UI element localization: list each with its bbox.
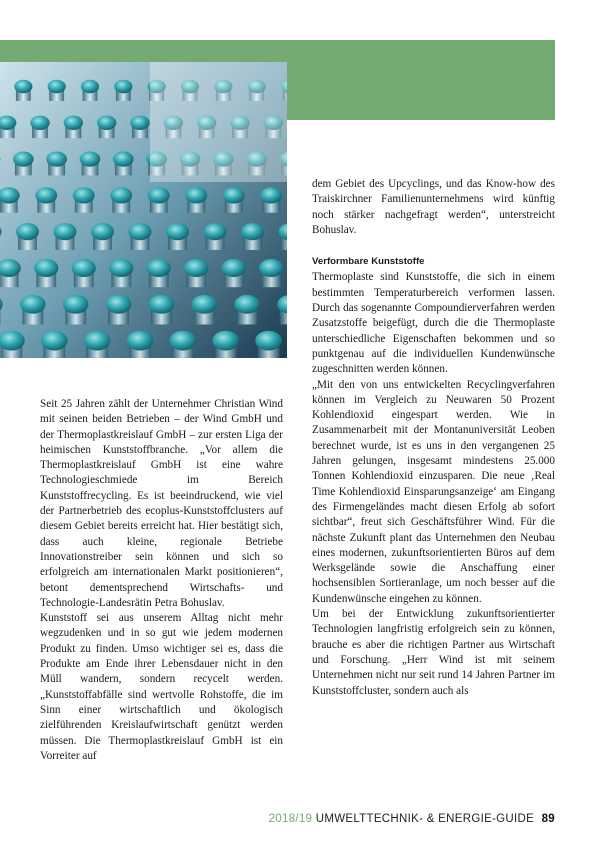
footer-year: 2018/19 — [268, 813, 313, 825]
body-paragraph: dem Gebiet des Upcyclings, und das Know-how des Traiskirchner Familienunternehmens wird künftig noch stärker nachgefragt werden“, unterstreicht Bohuslav. — [312, 178, 555, 236]
body-paragraph: Seit 25 Jahren zählt der Unternehmer Christian Wind mit seinen beiden Betrieben – der Wind GmbH und der Thermoplastkreislauf GmbH – zur ersten Liga der heimischen Kunststoffbranche. „Vor allem die Thermoplastkreislauf GmbH ist eine wahre Technologieschmiede im Bereich Kunststoffrecycling. Es ist beeindruckend, wie viel der Partnerbetrieb des ecoplus-Kunststoffclusters auf diesem Gebiet bereits erreicht hat. Hier bestätigt sich, dass auch kleine, regionale Betriebe Innovationstreiber sein können und sich so erfolgreich am internationalen Markt positionieren“, betont dementsprechend Wirtschafts- und Technologie-Landesrätin Petra Bohuslav. — [40, 398, 283, 609]
page-footer — [269, 813, 555, 825]
body-paragraph: „Mit den von uns entwickelten Recyclingverfahren können im Vergleich zu Neuwaren 50 Prozent Kohlendioxid eingespart werden. Wie in Zusammenarbeit mit der Montanuniversität Leoben berechnet wurde, ist es uns in den vergangenen 25 Jahren gelungen, insgesamt mindestens 25.000 Tonnen Kohlendioxid einzusparen. Die neue ‚Real Time Kohlendioxid Einsparungsanzeige‘ am Eingang des Firmengeländes macht diesen Erfolg ab sofort sichtbar“, freut sich Geschäftsführer Wind. Für die nächste Zukunft plant das Unternehmen den Neubau eines modernen, zukunftsorientierten Büros auf dem Werksgelände sowie die Anschaffung einer hochsensiblen Sortieranlage, um noch besser auf die Kundenwünsche eingehen zu können. — [312, 378, 555, 605]
header-accent-block — [287, 62, 555, 120]
footer-title: UMWELTTECHNIK- & ENERGIE-GUIDE — [315, 813, 535, 825]
article-left-column — [40, 397, 283, 764]
body-paragraph: Um bei der Entwicklung zukunftsorientierter Technologien langfristig erfolgreich sein zu können, brauche es aber die richtigen Partner aus Wirtschaft und Forschung. „Herr Wind ist mit seinem Unternehmen nicht nur seit rund 14 Jahren Partner im Kunststoffcluster, sondern auch als — [312, 608, 555, 697]
header-accent-band — [0, 40, 555, 62]
page-number: 89 — [541, 813, 555, 825]
body-paragraph: Thermoplaste sind Kunststoffe, die sich in einem bestimmten Temperaturbereich verformen lassen. Durch das sogenannte Compoundierverfahren werden Zusatzstoffe beigefügt, durch die die Thermoplaste unterschiedliche Eigenschaften bekommen und so punktgenau auf die individuellen Kundenwünsche zugeschnitten werden können. — [312, 271, 555, 376]
plastic-bottles-icon — [0, 62, 287, 358]
section-subheading: Verformbare Kunststoffe — [312, 256, 425, 268]
article-right-column — [312, 177, 555, 699]
body-paragraph: Kunststoff sei aus unserem Alltag nicht mehr wegzudenken und in so gut wie jedem modernen Produkt zu finden. Umso wichtiger sei es, dass die Produkte am Ende ihrer Lebensdauer nicht in den Müll wandern, sondern recycelt werden. „Kunststoffabfälle sind wertvolle Rohstoffe, die im Sinn einer wirtschaftlich und ökologisch zielführenden Kreislaufwirtschaft genützt werden müssen. Die Thermoplastkreislauf GmbH ist ein Vorreiter auf — [40, 612, 283, 762]
bottles-photo — [0, 62, 287, 358]
